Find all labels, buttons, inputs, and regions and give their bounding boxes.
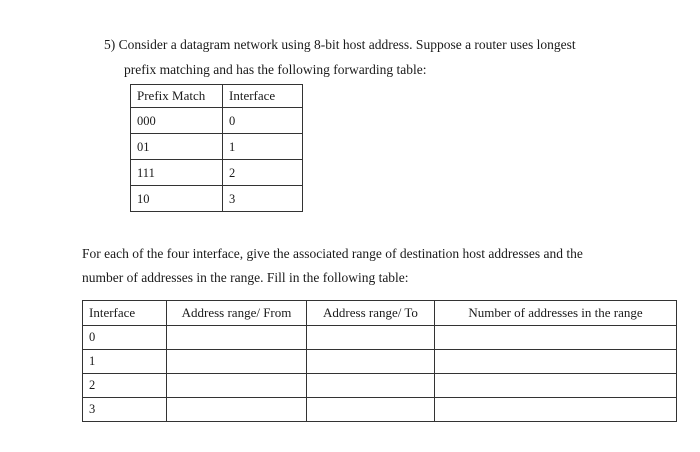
range-from-cell[interactable] <box>167 350 307 374</box>
address-count-cell[interactable] <box>435 350 677 374</box>
address-count-cell[interactable] <box>435 326 677 350</box>
table-row <box>83 326 677 350</box>
interface-header: Interface <box>223 85 303 108</box>
prefix-cell: 111 <box>131 160 223 186</box>
prefix-cell: 01 <box>131 134 223 160</box>
question-text-line-2: prefix matching and has the following forwarding table: <box>124 62 427 77</box>
range-to-cell[interactable] <box>307 326 435 350</box>
interface-cell: 2 <box>83 374 167 398</box>
interface-cell: 3 <box>83 398 167 422</box>
prefix-match-header: Prefix Match <box>131 85 223 108</box>
table-row <box>83 350 677 374</box>
forwarding-table <box>130 84 303 212</box>
instruction-text-line-1: For each of the four interface, give the associated range of destination host addresses and the <box>82 246 583 261</box>
interface-column-header: Interface <box>83 301 167 326</box>
interface-cell: 1 <box>83 350 167 374</box>
question-text-line-1: 5) Consider a datagram network using 8-bit host address. Suppose a router uses longest <box>104 37 576 52</box>
range-from-cell[interactable] <box>167 398 307 422</box>
address-count-cell[interactable] <box>435 398 677 422</box>
table-row <box>131 108 303 134</box>
interface-cell: 3 <box>223 186 303 212</box>
address-count-cell[interactable] <box>435 374 677 398</box>
range-from-cell[interactable] <box>167 326 307 350</box>
interface-cell: 1 <box>223 134 303 160</box>
prefix-cell: 000 <box>131 108 223 134</box>
table-row <box>83 374 677 398</box>
address-range-table <box>82 300 677 422</box>
forwarding-table-header-row <box>131 85 303 108</box>
interface-cell: 2 <box>223 160 303 186</box>
range-table-header-row <box>83 301 677 326</box>
range-from-cell[interactable] <box>167 374 307 398</box>
table-row <box>131 134 303 160</box>
interface-cell: 0 <box>223 108 303 134</box>
interface-cell: 0 <box>83 326 167 350</box>
range-to-cell[interactable] <box>307 350 435 374</box>
table-row <box>131 186 303 212</box>
range-from-column-header: Address range/ From <box>167 301 307 326</box>
range-to-column-header: Address range/ To <box>307 301 435 326</box>
prefix-cell: 10 <box>131 186 223 212</box>
table-row <box>83 398 677 422</box>
table-row <box>131 160 303 186</box>
range-to-cell[interactable] <box>307 398 435 422</box>
address-count-column-header: Number of addresses in the range <box>435 301 677 326</box>
range-to-cell[interactable] <box>307 374 435 398</box>
instruction-text-line-2: number of addresses in the range. Fill in the following table: <box>82 270 409 285</box>
